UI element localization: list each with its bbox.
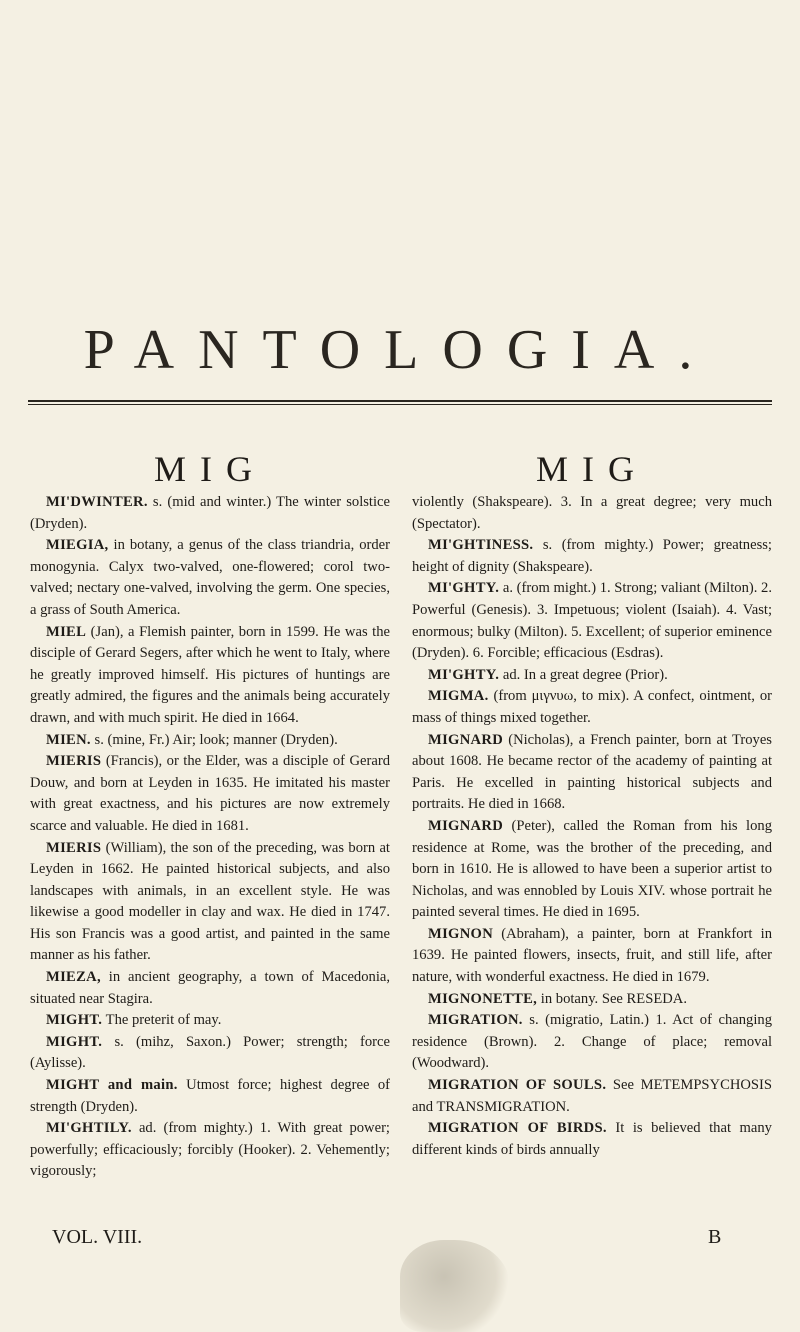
entry: MI'GHTINESS. s. (from mighty.) Power; greatness; height of dignity (Shakspeare).	[412, 537, 772, 575]
right-column	[412, 492, 772, 1161]
title-rule-thin	[28, 404, 772, 405]
entry: MI'GHTY. a. (from might.) 1. Strong; valiant (Milton). 2. Powerful (Genesis). 3. Impetuous; violent (Isaiah). 4. Vast; enormous; bulky (Milton). 5. Excellent; of superior eminence (Dryden). 6. Forcible; efficacious (Esdras).	[412, 580, 772, 662]
entry: MIEZA, in ancient geography, a town of Macedonia, situated near Stagira.	[30, 969, 390, 1007]
entry: MIGRATION. s. (migratio, Latin.) 1. Act of changing residence (Brown). 2. Change of place; removal (Woodward).	[412, 1012, 772, 1072]
entry: MIGNONETTE, in botany. See RESEDA.	[428, 990, 687, 1007]
entry: MIERIS (William), the son of the preceding, was born at Leyden in 1662. He painted historical subjects, and also landscapes with animals, in an excellent style. He was likewise a good modeller in clay and wax. He died in 1747. His son Francis was a good artist, and painted in the same manner as his father.	[30, 839, 390, 964]
entry: MIERIS (Francis), or the Elder, was a disciple of Gerard Douw, and born at Leyden in 1635. He imitated his master with great exactness, and his pictures are now extremely scarce and valuable. He died in 1681.	[30, 753, 390, 834]
entry: MIEN. s. (mine, Fr.) Air; look; manner (Dryden).	[46, 731, 338, 748]
entry: MIGHT and main. Utmost force; highest degree of strength (Dryden).	[30, 1077, 390, 1115]
entry: MIEL (Jan), a Flemish painter, born in 1599. He was the disciple of Gerard Segers, after which he went to Italy, where he greatly improved himself. His pictures of huntings are greatly admired, the figures and the animals being accurately drawn, and with much spirit. He died in 1664.	[30, 623, 390, 726]
entry: MIGNON (Abraham), a painter, born at Frankfort in 1639. He painted flowers, insects, fruit, and still life, after nature, with wonderful exactness. He died in 1679.	[412, 925, 772, 986]
entry: MIGNARD (Nicholas), a French painter, born at Troyes about 1608. He became rector of the academy of painting at Paris. He excelled in painting historical subjects and portraits. He died in 1668.	[412, 731, 772, 813]
title-rule	[28, 400, 772, 402]
paper-stain	[400, 1240, 510, 1332]
page-title: PANTOLOGIA.	[83, 319, 717, 381]
entry: MIGRATION OF BIRDS. It is believed that many different kinds of birds annually	[412, 1120, 772, 1158]
signature-mark: B	[708, 1226, 722, 1248]
entry: MIGMA. (from μιγνυω, to mix). A confect, ointment, or mass of things mixed together.	[412, 688, 772, 726]
entry: MI'GHTILY. ad. (from mighty.) 1. With great power; powerfully; efficaciously; forcibly (Hooker). 2. Vehemently; vigorously;	[30, 1120, 390, 1180]
entry: MIGHT. s. (mihz, Saxon.) Power; strength; force (Aylisse).	[30, 1033, 390, 1072]
left-column	[30, 492, 390, 1183]
entry: MIEGIA, in botany, a genus of the class triandria, order monogynia. Calyx two-valved, one-flowered; corol two-valved; nectary one-valved, involving the germ. One species, a grass of South America.	[30, 537, 390, 618]
right-column-head: MIG	[536, 449, 648, 489]
entry: MIGRATION OF SOULS. See METEMPSYCHOSIS and TRANSMIGRATION.	[412, 1077, 772, 1115]
entry: MIGNARD (Peter), called the Roman from his long residence at Rome, was the brother of the preceding, and born in 1610. He is allowed to have been a superior artist to Nicholas, and was ennobled by Louis XIV. whose portrait he painted several times. He died in 1695.	[412, 817, 772, 921]
entry: violently (Shakspeare). 3. In a great degree; very much (Spectator).	[412, 494, 772, 532]
entry: MIGHT. The preterit of may.	[46, 1012, 222, 1029]
volume-label: VOL. VIII.	[52, 1226, 143, 1248]
left-column-head: MIG	[154, 449, 266, 489]
entry: MI'DWINTER. s. (mid and winter.) The winter solstice (Dryden).	[30, 494, 390, 532]
entry: MI'GHTY. ad. In a great degree (Prior).	[428, 666, 668, 683]
